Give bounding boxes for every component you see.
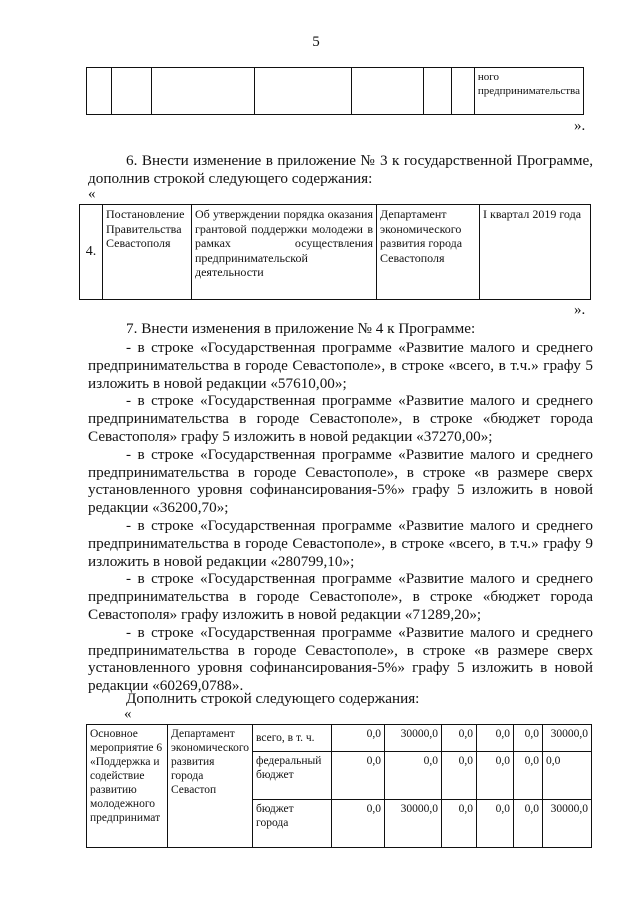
closing-quote: ». <box>574 118 586 134</box>
list-item: - в строке «Государственная программе «Развитие малого и среднего предпринимательства в городе Севастополе», в строке «бюджет города Севастополя» графу изложить в новой редакции «71289,20»; <box>88 570 593 623</box>
list-item: - в строке «Государственная программе «Развитие малого и среднего предпринимательства в городе Севастополе», в строке «в размере сверх установленного уровня софинансирования-5%» графу 5 изложить в новой редакции «36200,70»; <box>88 445 593 517</box>
closing-quote: ». <box>574 302 586 318</box>
table-cell <box>351 68 423 115</box>
deadline: I квартал 2019 года <box>480 205 591 300</box>
executor: Департамент экономического развития города Севастополя <box>377 205 480 300</box>
list-item: - в строке «Государственная программе «Развитие малого и среднего предпринимательства в городе Севастополе», в строке «всего, в т.ч.» графу 9 изложить в новой редакции «280799,10»; <box>88 516 593 570</box>
table-cell: 0,0 <box>332 725 385 752</box>
bullet-list <box>88 339 593 695</box>
table-cell: 0,0 <box>442 725 477 752</box>
table-cell: 0,0 <box>332 800 385 848</box>
table-cell: 30000,0 <box>543 725 592 752</box>
table-cell <box>87 68 112 115</box>
table-cell: 0,0 <box>514 725 543 752</box>
table-cell: 0,0 <box>514 800 543 848</box>
table-cell: 0,0 <box>543 752 592 800</box>
opening-quote: « <box>88 186 96 202</box>
table-cell: 0,0 <box>477 752 514 800</box>
table-cell: 0,0 <box>385 752 442 800</box>
row-label: всего, в т. ч. <box>253 725 332 752</box>
list-item: - в строке «Государственная программе «Развитие малого и среднего предпринимательства в городе Севастополе», в строке «бюджет города Севастополя» графу 5 изложить в новой редакции «37270,00»; <box>88 392 593 445</box>
table-cell <box>424 68 451 115</box>
activity-name: Основное мероприятие 6 «Поддержка и содействие развитию молодежного предпринимат <box>87 725 168 848</box>
row-label: федеральный бюджет <box>253 752 332 800</box>
page-number: 5 <box>312 34 320 50</box>
row-number: 4. <box>80 205 103 300</box>
table-cell <box>111 68 151 115</box>
document-type: Постановление Правительства Севастополя <box>103 205 192 300</box>
table-cell: 0,0 <box>442 752 477 800</box>
table-row <box>80 205 591 300</box>
table-row <box>87 725 592 752</box>
row-label: бюджет города <box>253 800 332 848</box>
table-cell: 0,0 <box>514 752 543 800</box>
item-6-text: 6. Внести изменение в приложение № 3 к государственной Программе, дополнив строкой следующего содержания: <box>88 152 593 187</box>
supplement-text: Дополнить строкой следующего содержания: <box>126 690 420 707</box>
opening-quote: « <box>124 706 132 722</box>
continued-table <box>86 67 584 115</box>
table-cell: 0,0 <box>477 800 514 848</box>
list-item: - в строке «Государственная программе «Развитие малого и среднего предпринимательства в городе Севастополе», в строке «всего, в т.ч.» графу 5 изложить в новой редакции «57610,00»; <box>88 339 593 392</box>
table-cell: 30000,0 <box>385 725 442 752</box>
item-7-text: 7. Внести изменения в приложение № 4 к Программе: <box>126 320 476 337</box>
table-cell: 0,0 <box>477 725 514 752</box>
appendix-3-table <box>79 204 591 300</box>
table-cell: 0,0 <box>332 752 385 800</box>
table-cell: ного предпринимательства <box>474 68 583 115</box>
table-cell <box>151 68 254 115</box>
appendix-4-table <box>86 724 592 848</box>
department-name: Департамент экономического развития города Севастоп <box>168 725 253 848</box>
table-cell: 30000,0 <box>543 800 592 848</box>
list-item: - в строке «Государственная программе «Развитие малого и среднего предпринимательства в городе Севастополе», в строке «в размере сверх установленного уровня софинансирования-5%» графу 5 изложить в новой редакции «60269,0788». <box>88 623 593 695</box>
table-cell: 0,0 <box>442 800 477 848</box>
table-cell <box>254 68 351 115</box>
document-subject: Об утверждении порядка оказания грантовой поддержки молодежи в рамках осуществления предпринимательской деятельности <box>192 205 377 300</box>
table-cell <box>451 68 474 115</box>
table-cell: 30000,0 <box>385 800 442 848</box>
